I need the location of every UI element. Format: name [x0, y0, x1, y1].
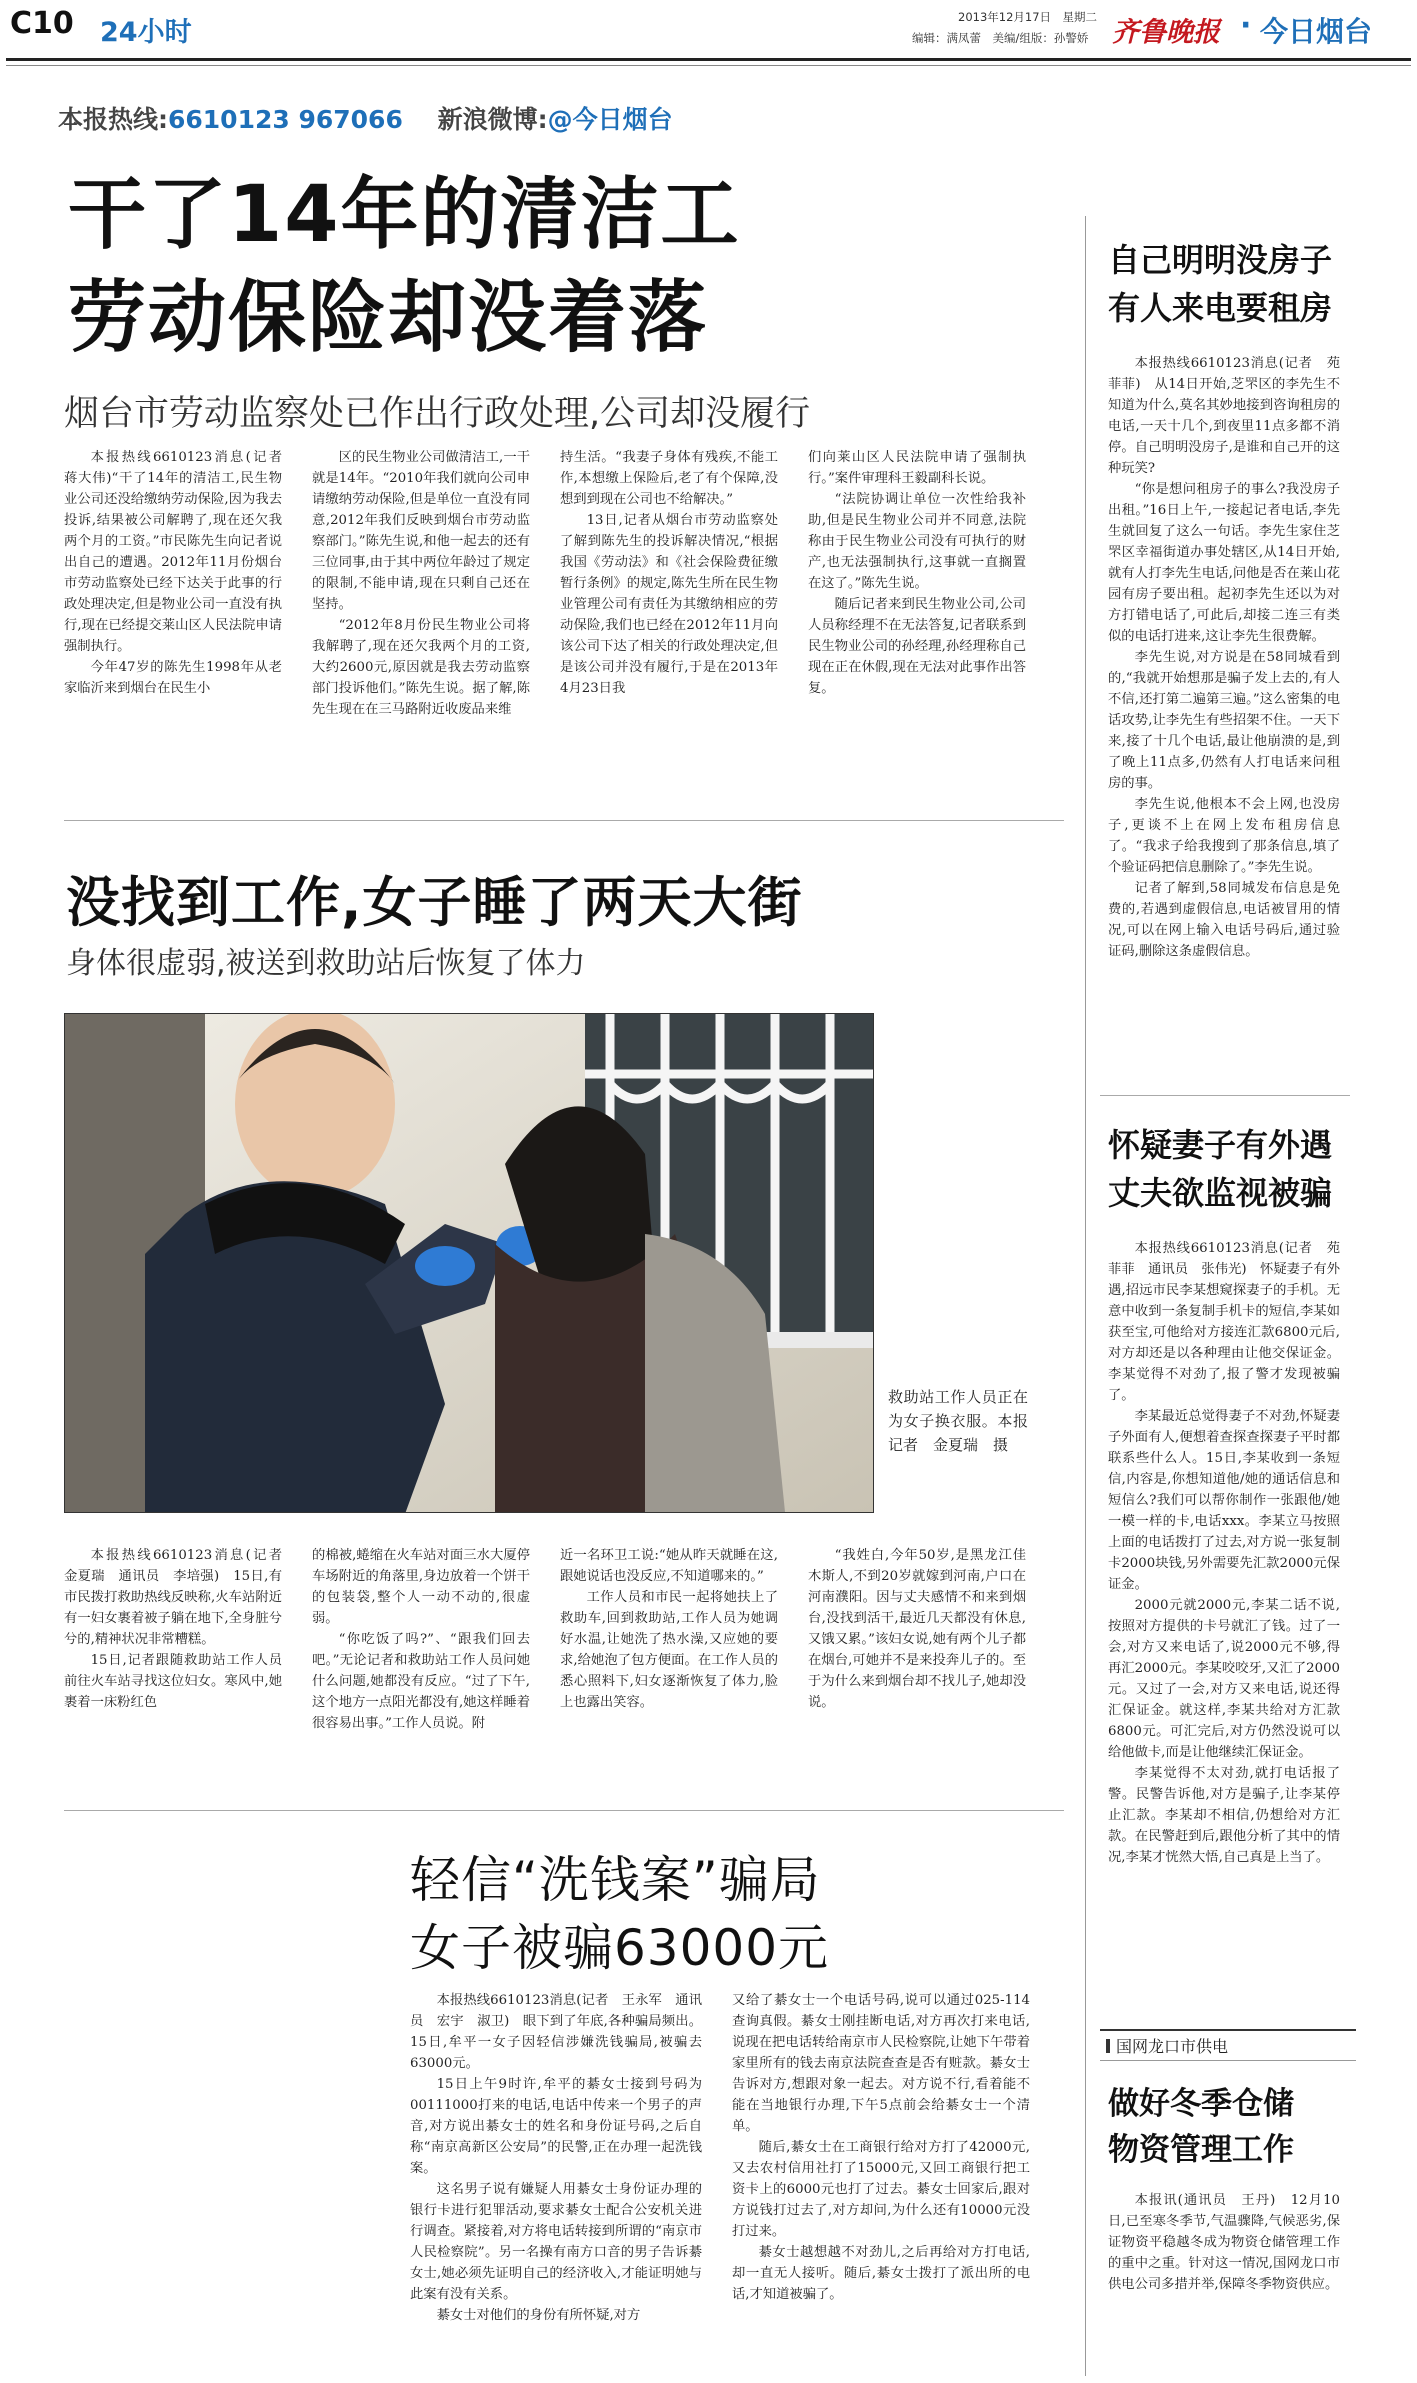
article3-headline-line2: 女子被骗63000元: [410, 1919, 830, 1977]
header-rule: [6, 58, 1411, 61]
paragraph: 区的民生物业公司做清洁工,一干就是14年。“2010年我们就向公司申请缴纳劳动保险,但是单位一直没有同意,2012年我们反映到烟台市劳动监察部门。”陈先生说,和他一起去的还有三位同事,由于其中两位年龄过了规定的限制,不能申请,现在只剩自己还在坚持。: [312, 450, 530, 612]
paragraph: 本报讯(通讯员 王丹) 12月10日,已至寒冬季节,气温骤降,气候恶劣,保证物资平稳越冬成为物资仓储管理工作的重中之重。针对这一情况,国网龙口市供电公司多措并举,保障冬季物资供应。: [1108, 2193, 1340, 2292]
paragraph: 李先生说,他根本不会上网,也没房子,更谈不上在网上发布租房信息了。“我求子给我搜到了那条信息,填了个验证码把信息删除了。”李先生说。: [1108, 797, 1340, 875]
article1-column-1: [64, 447, 296, 699]
paragraph: 李先生说,对方说是在58同城看到的,“我就开始想那是骗子发上去的,有人不信,还打第二遍第三遍。”这么密集的电话攻势,让李先生有些招架不住。一天下来,接了十几个电话,最让他崩溃的是,到了晚上11点多,仍然有人打电话来问租房的事。: [1108, 650, 1340, 791]
side3-tag-marker: [1106, 2039, 1110, 2053]
dot-separator: ·: [1240, 8, 1252, 43]
article1-headline-line2: 劳动保险却没着落: [68, 273, 709, 363]
side1-headline-line1: 自己明明没房子: [1108, 241, 1333, 279]
side3-headline-line2: 物资管理工作: [1108, 2132, 1294, 2168]
paragraph: 又给了綦女士一个电话号码,说可以通过025-114查询真假。綦女士刚挂断电话,对方再次打来电话,说现在把电话转给南京市人民检察院,让她下午带着家里所有的钱去南京法院查查是否有赃款。綦女士告诉对方,想跟对象一起去。对方说不行,看着能不能在当地银行办理,下午5点前会给綦女士一个清单。: [732, 1993, 1030, 2134]
paragraph: 李某觉得不太对劲,就打电话报了警。民警告诉他,对方是骗子,让李某停止汇款。李某却不相信,仍想给对方汇款。在民警赶到后,跟他分析了其中的情况,李某才恍然大悟,自己真是上当了。: [1108, 1766, 1340, 1865]
side3-tag: [1100, 2029, 1356, 2061]
paragraph: 近一名环卫工说:“她从昨天就睡在这,跟她说话也没反应,不知道哪来的。”: [560, 1548, 778, 1584]
paragraph: “2012年8月份民生物业公司将我解聘了,现在还欠我两个月的工资,大约2600元,原因就是我去劳动监察部门投诉他们。”陈先生说。据了解,陈先生现在在三马路附近收废品来维: [312, 618, 530, 717]
side3-tag-text: 国网龙口市供电: [1116, 2037, 1229, 2056]
column-divider: [1085, 216, 1086, 2376]
paragraph: 记者了解到,58同城发布信息是免费的,若遇到虚假信息,电话被冒用的情况,可以在网上输入电话号码后,通过验证码,删除这条虚假信息。: [1108, 881, 1340, 959]
article3-column-2: [732, 1990, 1030, 2305]
article2-headline: 没找到工作,女子睡了两天大街: [66, 871, 803, 934]
side2-headline-line2: 丈夫欲监视被骗: [1108, 1174, 1333, 1212]
article2-column-4: [808, 1545, 1026, 1713]
paragraph: 持生活。“我妻子身体有残疾,不能工作,本想缴上保险后,老了有个保障,没想到到现在公司也不给解决。”: [560, 450, 778, 507]
editors-line: 编辑：满凤蕾 美编/组版：孙警娇: [912, 31, 1089, 45]
side2-body: [1108, 1238, 1340, 1868]
hotline-label: 本报热线:: [58, 105, 168, 134]
paragraph: 随后记者来到民生物业公司,公司人员称经理不在无法答复,记者联系到民生物业公司的孙经理,孙经理称自己现在正在休假,现在无法对此事作出答复。: [808, 597, 1026, 696]
paper-logo: 齐鲁晚报: [1112, 17, 1220, 48]
news-photo: [64, 1013, 874, 1513]
article1-subtitle: 烟台市劳动监察处已作出行政处理,公司却没履行: [64, 394, 811, 434]
article3-headline-line1: 轻信“洗钱案”骗局: [410, 1851, 821, 1909]
page-number: C10: [10, 6, 74, 41]
paragraph: 工作人员和市民一起将她扶上了救助车,回到救助站,工作人员为她调好水温,让她洗了热水澡,又应她的要求,给她泡了包方便面。在工作人员的悉心照料下,妇女逐渐恢复了体力,脸上也露出笑容。: [560, 1590, 778, 1710]
paragraph: “你吃饭了吗?”、“跟我们回去吧。”无论记者和救助站工作人员问她什么问题,她都没有反应。“过了下午,这个地方一点阳光都没有,她这样睡着很容易出事。”工作人员说。附: [312, 1632, 530, 1731]
paragraph: 13日,记者从烟台市劳动监察处了解到陈先生的投诉解决情况,“根据我国《劳动法》和《社会保险费征缴暂行条例》的规定,陈先生所在民生物业管理公司有责任为其缴纳相应的劳动保险,我们也已经在2012年11月向该公司下达了相关的行政处理决定,但是该公司并没有履行,于是在2013年4月23日我: [560, 513, 778, 696]
article-divider: [64, 820, 1064, 821]
article2-column-2: [312, 1545, 530, 1734]
sidebar-divider: [1100, 1095, 1350, 1096]
paragraph: 的棉被,蜷缩在火车站对面三水大厦停车场附近的角落里,身边放着一个饼干的包装袋,整个人一动不动的,很虚弱。: [312, 1548, 530, 1626]
weibo-label: 新浪微博:: [437, 105, 548, 134]
paragraph: 本报热线6610123消息(记者 金夏瑞 通讯员 李培强) 15日,有市民拨打救助热线反映称,火车站附近有一妇女裹着被子躺在地下,全身脏兮兮的,精神状况非常糟糕。: [64, 1548, 296, 1647]
article3-column-1: [410, 1990, 702, 2326]
side3-body: [1108, 2190, 1340, 2295]
side3-headline-line1: 做好冬季仓储: [1108, 2086, 1294, 2122]
hotline-numbers: 6610123 967066: [168, 105, 403, 134]
article1-column-4: [808, 447, 1026, 699]
paragraph: 这名男子说有嫌疑人用綦女士身份证办理的银行卡进行犯罪活动,要求綦女士配合公安机关进行调查。紧接着,对方将电话转接到所谓的“南京市人民检察院”。另一名操有南方口音的男子告诉綦女士,她必须先证明自己的经济收入,才能证明她与此案有没有关系。: [410, 2182, 702, 2302]
paragraph: 李某最近总觉得妻子不对劲,怀疑妻子外面有人,便想着查探查探妻子平时都联系些什么人。15日,李某收到一条短信,内容是,你想知道他/她的通话信息和短信么?我们可以帮你制作一张跟他/她一模一样的卡,电话xxx。李某立马按照上面的电话拨打了过去,对方说一张复制卡2000块钱,另外需要先汇款2000元保证金。: [1108, 1409, 1340, 1592]
paragraph: “法院协调让单位一次性给我补助,但是民生物业公司并不同意,法院称由于民生物业公司没有可执行的财产,也无法强制执行,这事就一直搁置在这了。”陈先生说。: [808, 492, 1026, 591]
paragraph: “你是想问租房子的事么?我没房子出租。”16日上午,一接起记者电话,李先生就回复了这么一句话。李先生家住芝罘区幸福街道办事处辖区,从14日开始,就有人打李先生电话,问他是否在莱山花园有房子要出租。起初李先生还以为对方打错电话了,可此后,却接二连三有类似的电话打进来,这让李先生很费解。: [1108, 482, 1340, 644]
header-rule-thin: [6, 65, 1411, 66]
article2-subtitle: 身体很虚弱,被送到救助站后恢复了体力: [66, 946, 586, 981]
paragraph: 本报热线6610123消息(记者 苑菲菲) 从14日开始,芝罘区的李先生不知道为什么,莫名其妙地接到咨询租房的电话,一天十几个,到夜里11点多都不消停。自己明明没房子,是谁和自己开的这种玩笑?: [1108, 356, 1340, 476]
paragraph: 随后,綦女士在工商银行给对方打了42000元,又去农村信用社打了15000元,又回工商银行把工资卡上的6000元也打了过去。綦女士回家后,跟对方说钱打过去了,对方却问,为什么还有10000元没打过来。: [732, 2140, 1030, 2239]
paragraph: “我姓白,今年50岁,是黑龙江佳木斯人,不到20岁就嫁到河南,户口在河南濮阳。因与丈夫感情不和来到烟台,没找到活干,最近几天都没有休息,又饿又累。”该妇女说,她有两个儿子都在烟台,可她并不是来投奔儿子的。至于为什么来到烟台却不找儿子,她却没说。: [808, 1548, 1026, 1710]
article2-column-1: [64, 1545, 296, 1713]
paragraph: 15日上午9时许,牟平的綦女士接到号码为00111000打来的电话,电话中传来一个男子的声音,对方说出綦女士的姓名和身份证号码,之后自称“南京高新区公安局”的民警,正在办理一起洗钱案。: [410, 2077, 702, 2176]
section-name: 24小时: [100, 17, 192, 48]
side2-headline-line1: 怀疑妻子有外遇: [1108, 1126, 1333, 1164]
paragraph: 綦女士对他们的身份有所怀疑,对方: [436, 2308, 641, 2323]
paragraph: 们向莱山区人民法院申请了强制执行。”案件审理科王毅副科长说。: [808, 450, 1026, 486]
article1-column-3: [560, 447, 778, 699]
date-line: 2013年12月17日 星期二: [958, 10, 1098, 24]
photo-caption: 救助站工作人员正在为女子换衣服。本报记者 金夏瑞 摄: [888, 1388, 1028, 1454]
paragraph: 本报热线6610123消息(记者 苑菲菲 通讯员 张伟光) 怀疑妻子有外遇,招远市民李某想窥探妻子的手机。无意中收到一条复制手机卡的短信,李某如获至宝,可他给对方接连汇款6800元后,对方却还是以各种理由让他交保证金。李某觉得不对劲了,报了警才发现被骗了。: [1108, 1241, 1340, 1403]
side1-headline-line2: 有人来电要租房: [1108, 289, 1333, 327]
article1-headline-line1: 干了14年的清洁工: [68, 170, 741, 260]
edition-name: 今日烟台: [1260, 15, 1373, 48]
paragraph: 本报热线6610123消息(记者 王永军 通讯员 宏宇 淑卫) 眼下到了年底,各种骗局频出。15日,牟平一女子因轻信涉嫌洗钱骗局,被骗去63000元。: [410, 1993, 702, 2071]
hotline-bar: [58, 100, 673, 136]
weibo-handle: @今日烟台: [547, 105, 673, 134]
article2-column-3: [560, 1545, 778, 1713]
paragraph: 2000元就2000元,李某二话不说,按照对方提供的卡号就汇了钱。过了一会,对方又来电话了,说2000元不够,得再汇2000元。李某咬咬牙,又汇了2000元。又过了一会,对方又来电话,说还得汇保证金。就这样,李某共给对方汇款6800元。可汇完后,对方仍然没说可以给他做卡,而是让他继续汇保证金。: [1108, 1598, 1340, 1760]
paragraph: 今年47岁的陈先生1998年从老家临沂来到烟台在民生小: [64, 660, 282, 696]
article-divider: [64, 1810, 1064, 1811]
paragraph: 綦女士越想越不对劲儿,之后再给对方打电话,却一直无人接听。随后,綦女士拨打了派出所的电话,才知道被骗了。: [732, 2245, 1030, 2302]
side1-body: [1108, 353, 1340, 962]
photo-illustration: [65, 1014, 873, 1512]
paragraph: 15日,记者跟随救助站工作人员前往火车站寻找这位妇女。寒风中,她裹着一床粉红色: [64, 1653, 282, 1710]
article1-column-2: [312, 447, 530, 720]
paragraph: 本报热线6610123消息(记者 蒋大伟)“干了14年的清洁工,民生物业公司还没给缴纳劳动保险,因为我去投诉,结果被公司解聘了,现在还欠我两个月的工资。”市民陈先生向记者说出自己的遭遇。2012年11月份烟台市劳动监察处已经下达关于此事的行政处理决定,但是物业公司一直没有执行,现在已经提交莱山区人民法院申请强制执行。: [64, 450, 296, 654]
